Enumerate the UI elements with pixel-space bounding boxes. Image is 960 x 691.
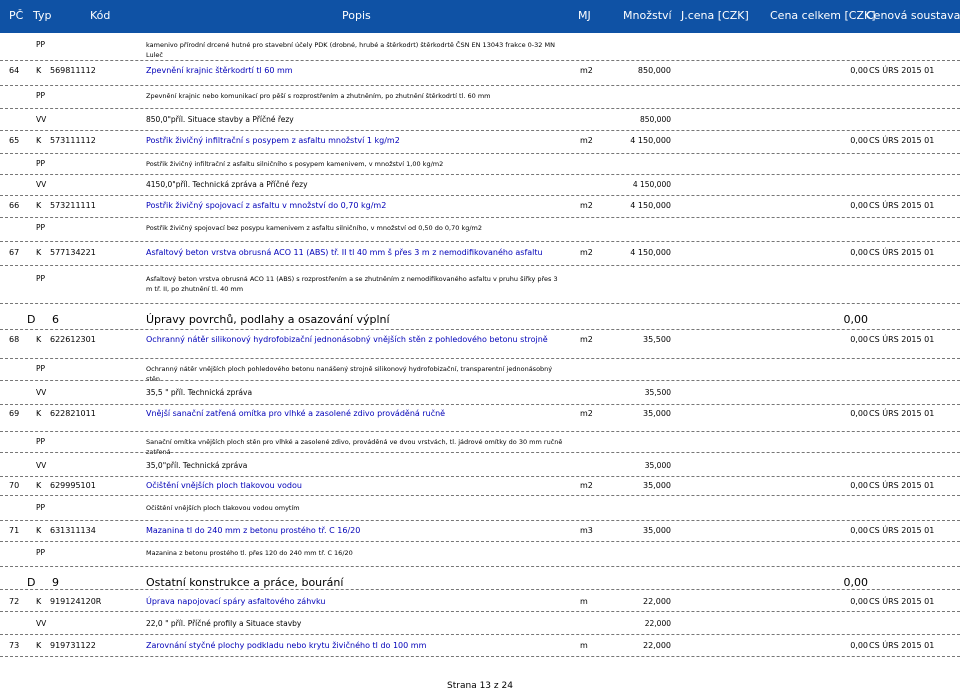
section-title: Ostatní konstrukce a práce, bourání — [146, 576, 344, 589]
item-number: 66 — [9, 201, 20, 210]
item-total-price: 0,00 — [850, 248, 868, 257]
item-type: K — [36, 136, 42, 145]
item-code: 631311134 — [50, 526, 96, 535]
row-separator — [0, 431, 960, 432]
item-unit: m — [580, 597, 588, 606]
item-price-system: CS ÚRS 2015 01 — [869, 335, 935, 344]
item-type: K — [36, 248, 42, 257]
row-separator — [0, 303, 960, 304]
item-description: Postřik živičný infiltrační s posypem z asfaltu množství 1 kg/m2 — [146, 136, 400, 145]
item-description: Asfaltový beton vrstva obrusná ACO 11 (ABS) tř. II tl 40 mm š přes 3 m z nemodifikovaného asfaltu — [146, 248, 543, 257]
calculation-quantity: 4 150,000 — [632, 180, 671, 189]
col-mj: MJ — [578, 9, 591, 22]
item-code: 573111112 — [50, 136, 96, 145]
row-type: PP — [36, 91, 46, 100]
col-jcena: J.cena [CZK] — [681, 9, 749, 22]
item-number: 72 — [9, 597, 20, 606]
item-price-system: CS ÚRS 2015 01 — [869, 481, 935, 490]
col-cena-celkem: Cena celkem [CZK] — [770, 9, 876, 22]
calculation-text: 35,0"příl. Technická zpráva — [146, 461, 248, 470]
col-cenova-soustava: Cenová soustava — [866, 9, 960, 22]
item-unit: m3 — [580, 526, 593, 535]
item-number: 68 — [9, 335, 20, 344]
calculation-quantity: 22,000 — [644, 619, 671, 628]
item-code: 629995101 — [50, 481, 96, 490]
item-price-system: CS ÚRS 2015 01 — [869, 66, 935, 75]
section-total: 0,00 — [843, 313, 868, 326]
row-separator — [0, 541, 960, 542]
row-separator — [0, 195, 960, 196]
row-separator — [0, 60, 960, 61]
item-code: 919731122 — [50, 641, 96, 650]
item-unit: m2 — [580, 136, 593, 145]
item-number: 69 — [9, 409, 20, 418]
section-type: D — [27, 576, 36, 589]
item-description: Postřik živičný spojovací z asfaltu v množství do 0,70 kg/m2 — [146, 201, 387, 210]
item-type: K — [36, 526, 42, 535]
item-code: 573211111 — [50, 201, 96, 210]
row-type: PP — [36, 40, 46, 49]
item-unit: m2 — [580, 409, 593, 418]
row-type: PP — [36, 437, 46, 446]
long-description: Asfaltový beton vrstva obrusná ACO 11 (ABS) s rozprostřením a se zhutněním z nemodifikovaného asfaltu v pruhu šířky přes 3 m tř. II, po zhutnění tl. 40 mm — [146, 275, 558, 293]
item-total-price: 0,00 — [850, 335, 868, 344]
item-unit: m — [580, 641, 588, 650]
row-separator — [0, 380, 960, 381]
row-separator — [0, 217, 960, 218]
row-type: VV — [36, 461, 47, 470]
item-total-price: 0,00 — [850, 481, 868, 490]
row-type: PP — [36, 159, 46, 168]
item-price-system: CS ÚRS 2015 01 — [869, 409, 935, 418]
row-separator — [0, 241, 960, 242]
row-separator — [0, 634, 960, 635]
row-separator — [0, 611, 960, 612]
item-quantity: 4 150,000 — [630, 248, 671, 257]
row-type: PP — [36, 274, 46, 283]
item-description: Úprava napojovací spáry asfaltového záhvku — [146, 597, 326, 606]
item-type: K — [36, 481, 42, 490]
long-description: Sanační omítka vnějších ploch stěn pro vlhké a zasolené zdivo, prováděná ve dvou vrstvách, tl. jádrové omítky do 30 mm ručně zatřená — [146, 438, 563, 456]
item-type: K — [36, 66, 42, 75]
item-unit: m2 — [580, 201, 593, 210]
item-description: Ochranný nátěr silikonový hydrofobizační jednonásobný vnějších stěn z pohledového betonu strojně — [146, 335, 548, 344]
item-quantity: 850,000 — [637, 66, 671, 75]
item-price-system: CS ÚRS 2015 01 — [869, 136, 935, 145]
item-number: 65 — [9, 136, 20, 145]
row-separator — [0, 520, 960, 521]
item-total-price: 0,00 — [850, 201, 868, 210]
row-type: VV — [36, 619, 47, 628]
row-separator — [0, 174, 960, 175]
row-separator — [0, 495, 960, 496]
item-price-system: CS ÚRS 2015 01 — [869, 526, 935, 535]
item-quantity: 35,000 — [643, 481, 671, 490]
row-type: VV — [36, 388, 47, 397]
calculation-text: 35,5 " příl. Technická zpráva — [146, 388, 253, 397]
row-separator — [0, 265, 960, 266]
item-type: K — [36, 409, 42, 418]
calculation-text: 22,0 " příl. Příčné profily a Situace stavby — [146, 619, 302, 628]
long-description: Mazanina z betonu prostého tl. přes 120 do 240 mm tř. C 16/20 — [146, 549, 353, 557]
calculation-quantity: 35,500 — [644, 388, 671, 397]
item-number: 67 — [9, 248, 20, 257]
table-header — [0, 0, 960, 33]
item-type: K — [36, 335, 42, 344]
row-separator — [0, 358, 960, 359]
item-price-system: CS ÚRS 2015 01 — [869, 248, 935, 257]
item-type: K — [36, 201, 42, 210]
calculation-text: 4150,0"příl. Technická zpráva a Příčné řezy — [146, 180, 308, 189]
item-unit: m2 — [580, 66, 593, 75]
item-quantity: 22,000 — [643, 597, 671, 606]
section-type: D — [27, 313, 36, 326]
row-separator — [0, 656, 960, 657]
item-description: Zarovnání styčné plochy podkladu nebo krytu živičného tl do 100 mm — [146, 641, 427, 650]
col-popis: Popis — [342, 9, 371, 22]
row-separator — [0, 404, 960, 405]
item-type: K — [36, 597, 42, 606]
item-number: 64 — [9, 66, 20, 75]
item-quantity: 35,000 — [643, 526, 671, 535]
item-number: 70 — [9, 481, 20, 490]
item-code: 622821011 — [50, 409, 96, 418]
item-unit: m2 — [580, 335, 593, 344]
row-separator — [0, 130, 960, 131]
col-mnozstvi: Množství — [623, 9, 672, 22]
item-total-price: 0,00 — [850, 597, 868, 606]
section-title: Úpravy povrchů, podlahy a osazování výplní — [146, 313, 390, 326]
row-separator — [0, 329, 960, 330]
col-pc: PČ — [9, 9, 24, 22]
item-quantity: 35,500 — [643, 335, 671, 344]
row-type: PP — [36, 548, 46, 557]
long-description: kamenivo přírodní drcené hutné pro stavební účely PDK (drobné, hrubé a štěrkodrt) štěrkodrtě ČSN EN 13043 frakce 0-32 MN Luleč — [146, 41, 555, 59]
item-description: Zpevnění krajnic štěrkodrtí tl 60 mm — [146, 66, 293, 75]
item-description: Očištění vnějších ploch tlakovou vodou — [146, 481, 302, 490]
item-code: 622612301 — [50, 335, 96, 344]
row-type: VV — [36, 180, 47, 189]
calculation-text: 850,0"příl. Situace stavby a Příčné řezy — [146, 115, 294, 124]
calculation-quantity: 850,000 — [639, 115, 671, 124]
section-code: 6 — [52, 313, 59, 326]
item-quantity: 4 150,000 — [630, 201, 671, 210]
col-kod: Kód — [90, 9, 111, 22]
item-total-price: 0,00 — [850, 409, 868, 418]
item-number: 71 — [9, 526, 20, 535]
item-quantity: 22,000 — [643, 641, 671, 650]
long-description: Postřik živičný spojovací bez posypu kamenivem z asfaltu silničního, v množství od 0,50 do 0,70 kg/m2 — [146, 224, 482, 232]
col-typ: Typ — [33, 9, 52, 22]
row-type: PP — [36, 364, 46, 373]
page-number: Strana 13 z 24 — [447, 681, 513, 691]
row-separator — [0, 589, 960, 590]
long-description: Ochranný nátěr vnějších ploch pohledového betonu nanášený strojně silikonový hydrofobizační, transparentní jednonásobný stěn — [146, 365, 553, 383]
long-description: Postřik živičný infiltrační z asfaltu silničního s posypem kamenivem, v množství 1,00 kg/m2 — [146, 160, 444, 168]
row-type: PP — [36, 503, 46, 512]
item-code: 919124120R — [50, 597, 102, 606]
item-unit: m2 — [580, 248, 593, 257]
row-separator — [0, 108, 960, 109]
item-type: K — [36, 641, 42, 650]
item-total-price: 0,00 — [850, 66, 868, 75]
long-description: Očištění vnějších ploch tlakovou vodou omytím — [146, 504, 300, 512]
long-description: Zpevnění krajnic nebo komunikací pro pěší s rozprostřením a zhutněním, po zhutnění štěrkodrtí tl. 60 mm — [146, 92, 491, 100]
section-code: 9 — [52, 576, 59, 589]
item-total-price: 0,00 — [850, 641, 868, 650]
item-price-system: CS ÚRS 2015 01 — [869, 201, 935, 210]
item-code: 569811112 — [50, 66, 96, 75]
row-separator — [0, 452, 960, 453]
row-separator — [0, 566, 960, 567]
item-description: Mazanina tl do 240 mm z betonu prostého tř. C 16/20 — [146, 526, 361, 535]
item-quantity: 35,000 — [643, 409, 671, 418]
row-separator — [0, 85, 960, 86]
row-type: PP — [36, 223, 46, 232]
item-number: 73 — [9, 641, 20, 650]
item-description: Vnější sanační zatřená omítka pro vlhké a zasolené zdivo prováděná ručně — [146, 409, 446, 418]
row-type: VV — [36, 115, 47, 124]
item-quantity: 4 150,000 — [630, 136, 671, 145]
item-total-price: 0,00 — [850, 526, 868, 535]
row-separator — [0, 153, 960, 154]
calculation-quantity: 35,000 — [644, 461, 671, 470]
section-total: 0,00 — [843, 576, 868, 589]
item-price-system: CS ÚRS 2015 01 — [869, 641, 935, 650]
item-price-system: CS ÚRS 2015 01 — [869, 597, 935, 606]
row-separator — [0, 476, 960, 477]
item-unit: m2 — [580, 481, 593, 490]
item-total-price: 0,00 — [850, 136, 868, 145]
item-code: 577134221 — [50, 248, 96, 257]
